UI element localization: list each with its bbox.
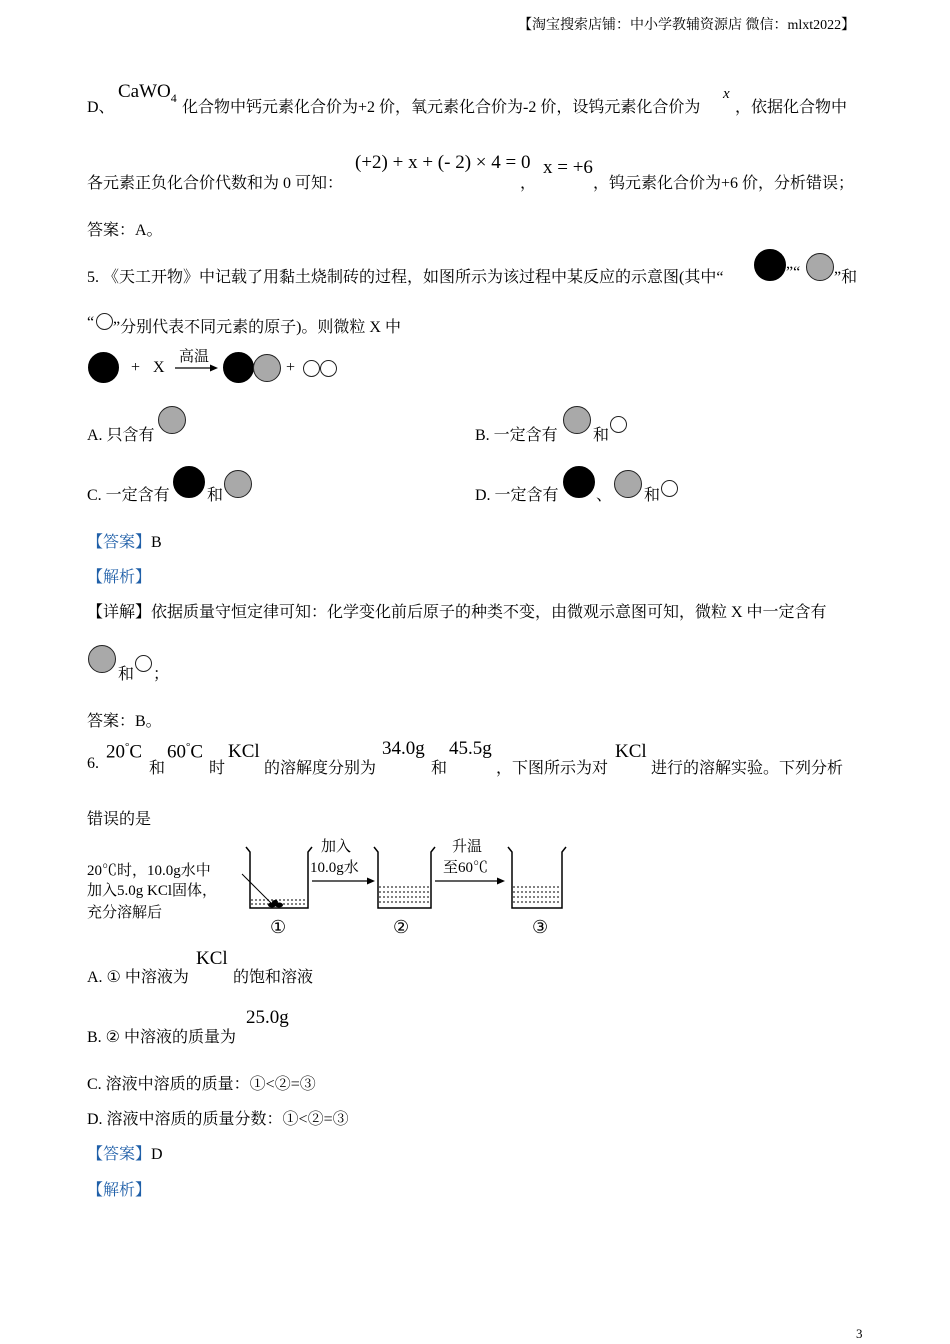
product-gray-atom-icon <box>253 354 281 382</box>
dissolution-experiment-figure <box>80 832 580 942</box>
q5-option-b-and: 和 <box>593 427 610 444</box>
q5-answer: 【答案】B <box>87 534 162 551</box>
figure-step2-line2: 至60℃ <box>443 860 489 876</box>
q5-stem-sep: ”“ <box>786 264 801 281</box>
q4-equation2: x = +6 <box>543 157 593 178</box>
gray-atom-icon <box>88 645 116 673</box>
q6-option-a-pre: A. ① 中溶液为 <box>87 969 189 986</box>
gray-atom-icon <box>224 470 252 498</box>
q6-solubility1: 34.0g <box>382 738 425 759</box>
q4-d-text: 化合物中钙元素化合价为+2 价，氧元素化合价为-2 价，设钨元素化合价为 <box>182 99 701 116</box>
q6-answer: 【答案】D <box>87 1146 163 1163</box>
q5-option-c: C. 一定含有 <box>87 487 170 504</box>
product-white-atom-icon <box>320 360 337 377</box>
reaction-plus-2: + <box>286 359 296 376</box>
q5-stem-open: “ <box>87 314 95 331</box>
q5-stem-end1: ”和 <box>834 269 858 286</box>
q6-number: 6. <box>87 755 99 772</box>
q6-temp2: 60°C <box>167 741 204 763</box>
gray-atom-icon <box>158 406 186 434</box>
beaker-3-icon <box>508 847 566 908</box>
reaction-x: X <box>153 359 165 376</box>
q4-equation1: (+2) + x + (- 2) × 4 = 0 <box>355 152 531 173</box>
q4-d-text-tail: ，依据化合物中 <box>735 99 848 116</box>
q4-answer: 答案：A。 <box>87 222 163 239</box>
figure-condition-line3: 充分溶解后 <box>87 905 163 921</box>
q4-d-prefix: D、 <box>87 99 115 116</box>
black-atom-icon <box>173 466 205 498</box>
reaction-condition: 高温 <box>179 349 210 365</box>
white-atom-icon <box>96 313 113 330</box>
q6-option-d: D. 溶液中溶质的质量分数：①<②=③ <box>87 1111 349 1128</box>
q5-stem-part1: 5. 《天工开物》中记载了用黏土烧制砖的过程，如图所示为该过程中某反应的示意图(其中“ <box>87 269 724 286</box>
q6-text-a: 的溶解度分别为 <box>264 760 377 777</box>
reaction-plus-1: + <box>131 359 141 376</box>
q5-stem-part2: ”分别代表不同元素的原子)。则微粒 X 中 <box>113 319 401 336</box>
q6-kcl: KCl <box>228 741 260 762</box>
product-white-atom-icon <box>303 360 320 377</box>
gray-atom-icon <box>563 406 591 434</box>
q5-option-d-and: 和 <box>644 487 661 504</box>
q6-text-b: ，下图所示为对 <box>496 760 609 777</box>
q5-option-a: A. 只含有 <box>87 427 155 444</box>
figure-step2-line1: 升温 <box>452 839 483 855</box>
figure-condition-line1: 20℃时，10.0g水中 <box>87 863 211 879</box>
q5-detail-and: 和 <box>118 666 135 683</box>
product-black-atom-icon <box>223 352 254 383</box>
gray-atom-icon <box>614 470 642 498</box>
black-atom-icon <box>563 466 595 498</box>
q4-d-var: x <box>723 86 730 102</box>
q5-option-b: B. 一定含有 <box>475 427 558 444</box>
q6-shi: 时 <box>209 760 226 777</box>
beaker-3-label: ③ <box>532 917 549 937</box>
q6-analysis-tag: 【解析】 <box>87 1182 152 1199</box>
q5-answer-line: 答案：B。 <box>87 713 162 730</box>
q6-option-a-kcl: KCl <box>196 948 228 969</box>
q5-detail-end: ； <box>153 666 170 683</box>
q6-option-b-pre: B. ② 中溶液的质量为 <box>87 1029 237 1046</box>
figure-step1-line2: 10.0g水 <box>310 860 359 876</box>
q6-he1: 和 <box>149 760 166 777</box>
q4-comma: ， <box>520 175 537 192</box>
q6-kcl: KCl <box>615 741 647 762</box>
header-watermark: 【淘宝搜索店铺：中小学教辅资源店 微信：mlxt2022】 <box>518 18 856 33</box>
page-number: 3 <box>856 1326 863 1341</box>
q6-option-b-val: 25.0g <box>246 1007 289 1028</box>
q6-option-a-post: 的饱和溶液 <box>233 969 314 986</box>
white-atom-icon <box>661 480 678 497</box>
reactant-black-atom-icon <box>88 352 119 383</box>
beaker-1-label: ① <box>270 917 287 937</box>
beaker-2-label: ② <box>393 917 410 937</box>
q6-he2: 和 <box>431 760 448 777</box>
q4-line2-text: 各元素正负化合价代数和为 0 可知： <box>87 175 344 192</box>
q6-temp1: 20°C <box>106 741 143 763</box>
figure-step1-line1: 加入 <box>321 839 352 855</box>
q5-detail: 【详解】依据质量守恒定律可知：化学变化前后原子的种类不变，由微观示意图可知，微粒 X 中一定含有 <box>87 604 827 621</box>
q5-analysis-tag: 【解析】 <box>87 569 152 586</box>
reaction-arrow-icon <box>174 363 220 373</box>
q5-option-d-sep: 、 <box>596 487 613 504</box>
q5-option-c-and: 和 <box>207 487 224 504</box>
beaker-1-icon <box>242 847 312 908</box>
beaker-2-icon <box>374 847 435 908</box>
q6-text-c: 进行的溶解实验。下列分析 <box>651 760 844 777</box>
q4-d-formula: CaWO$_4$ <box>118 81 177 105</box>
white-atom-icon <box>610 416 627 433</box>
gray-atom-icon <box>806 253 834 281</box>
white-atom-icon <box>135 655 152 672</box>
black-atom-icon <box>754 249 786 281</box>
q4-line2-tail: ，钨元素化合价为+6 价，分析错误； <box>593 175 855 192</box>
q6-stem-line2: 错误的是 <box>87 811 152 828</box>
figure-condition-line2: 加入5.0g KCl固体， <box>87 883 218 899</box>
q6-solubility2: 45.5g <box>449 738 492 759</box>
q6-option-c: C. 溶液中溶质的质量：①<②=③ <box>87 1076 316 1093</box>
q5-option-d: D. 一定含有 <box>475 487 559 504</box>
